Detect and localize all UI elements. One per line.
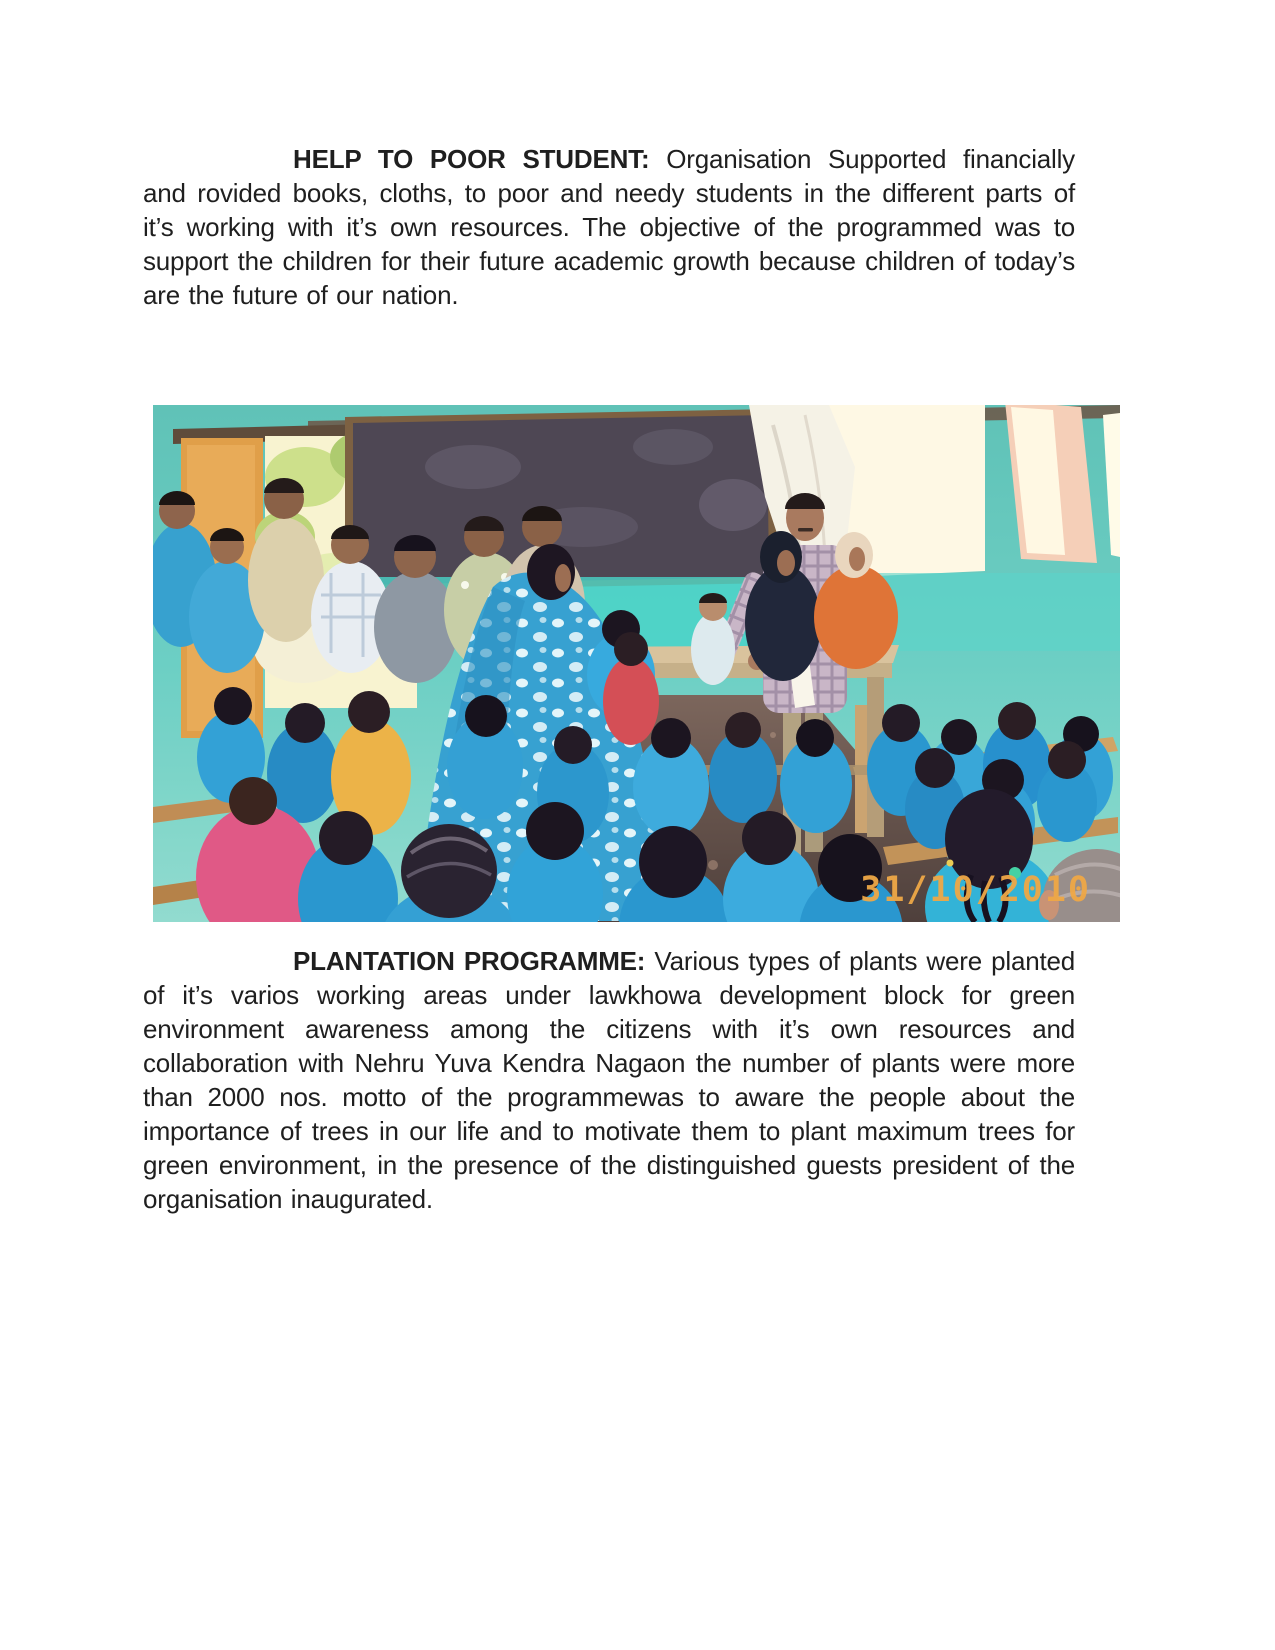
classroom-photo-illustration xyxy=(153,405,1120,922)
para1-heading: HELP TO POOR STUDENT: xyxy=(293,144,650,174)
para2-body: Various types of plants were planted of it’s varios working areas under lawkhowa development block for green environment awareness among the citizens with it’s own resources and collaboration with Nehru Yuva Kendra Nagaon the number of plants were more than 2000 nos. motto of the programmewas to aware the people about the importance of trees in our life and to motivate them to plant maximum trees for green environment, in the presence of the distinguished guests president of the organisation inaugurated. xyxy=(143,946,1076,1214)
classroom-photo xyxy=(153,405,1120,922)
paragraph-plantation-programme xyxy=(143,944,1075,1216)
photo-date-stamp: 31/10/2010 xyxy=(860,870,1091,910)
paragraph-help-to-poor-student xyxy=(143,142,1075,312)
para2-heading: PLANTATION PROGRAMME: xyxy=(293,946,646,976)
para1-body: Organisation Supported financially and rovided books, cloths, to poor and needy students in the different parts of it’s working with it’s own resources. The objective of the programmed was to support the children for their future academic growth because children of today’s are the future of our nation. xyxy=(143,144,1075,310)
